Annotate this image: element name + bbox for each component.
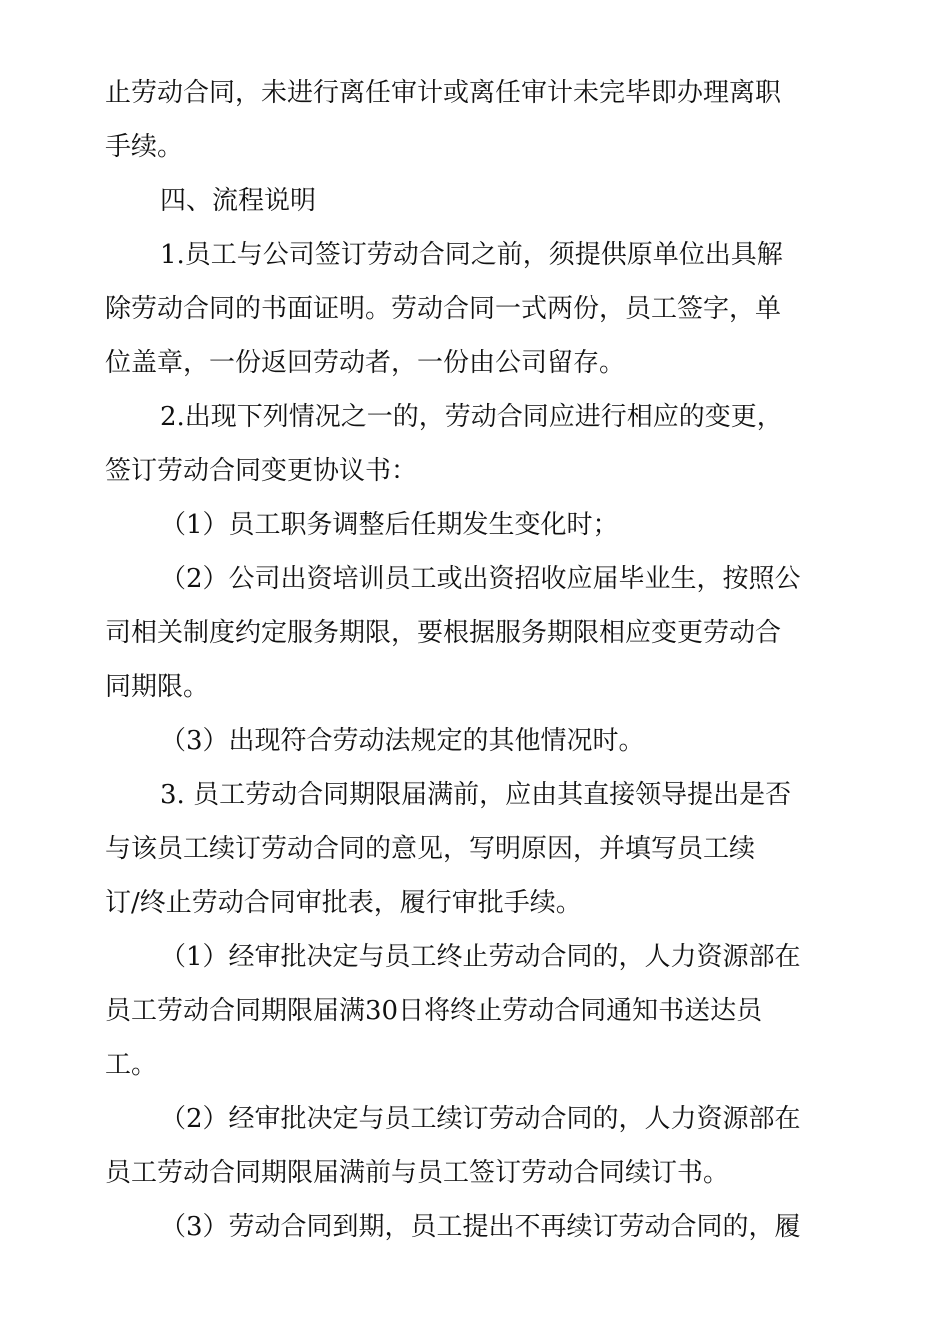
text-line: 除劳动合同的书面证明。劳动合同一式两份，员工签字，单: [105, 294, 782, 324]
text-line: 工。: [105, 1050, 158, 1080]
text-line: 与该员工续订劳动合同的意见，写明原因，并填写员工续: [105, 834, 756, 864]
text-line: 同期限。: [105, 672, 210, 702]
text-line: 员工劳动合同期限届满前与员工签订劳动合同续订书。: [105, 1158, 730, 1188]
text-line: 止劳动合同，未进行离任审计或离任审计未完毕即办理离职: [105, 78, 782, 108]
section-heading: 四、流程说明: [160, 186, 317, 216]
text-line: （2）经审批决定与员工续订劳动合同的，人力资源部在: [160, 1104, 801, 1134]
text-line: （3）出现符合劳动法规定的其他情况时。: [160, 726, 645, 756]
text-line: （1）经审批决定与员工终止劳动合同的，人力资源部在: [160, 942, 801, 972]
text-line: 2.出现下列情况之一的，劳动合同应进行相应的变更，: [160, 402, 783, 432]
text-line: 订/终止劳动合同审批表，履行审批手续。: [105, 888, 582, 918]
text-line: （2）公司出资培训员工或出资招收应届毕业生，按照公: [160, 564, 801, 594]
text-line: 司相关制度约定服务期限，要根据服务期限相应变更劳动合: [105, 618, 782, 648]
text-line: 位盖章，一份返回劳动者，一份由公司留存。: [105, 348, 626, 378]
text-line: （3）劳动合同到期，员工提出不再续订劳动合同的，履: [160, 1212, 801, 1242]
text-line: 员工劳动合同期限届满30日将终止劳动合同通知书送达员: [105, 996, 763, 1026]
text-line: 手续。: [105, 132, 184, 162]
text-line: 1.员工与公司签订劳动合同之前，须提供原单位出具解: [160, 240, 783, 270]
text-line: （1）员工职务调整后任期发生变化时；: [160, 510, 619, 540]
text-line: 签订劳动合同变更协议书：: [105, 456, 418, 486]
text-line: 3. 员工劳动合同期限届满前，应由其直接领导提出是否: [160, 780, 792, 810]
